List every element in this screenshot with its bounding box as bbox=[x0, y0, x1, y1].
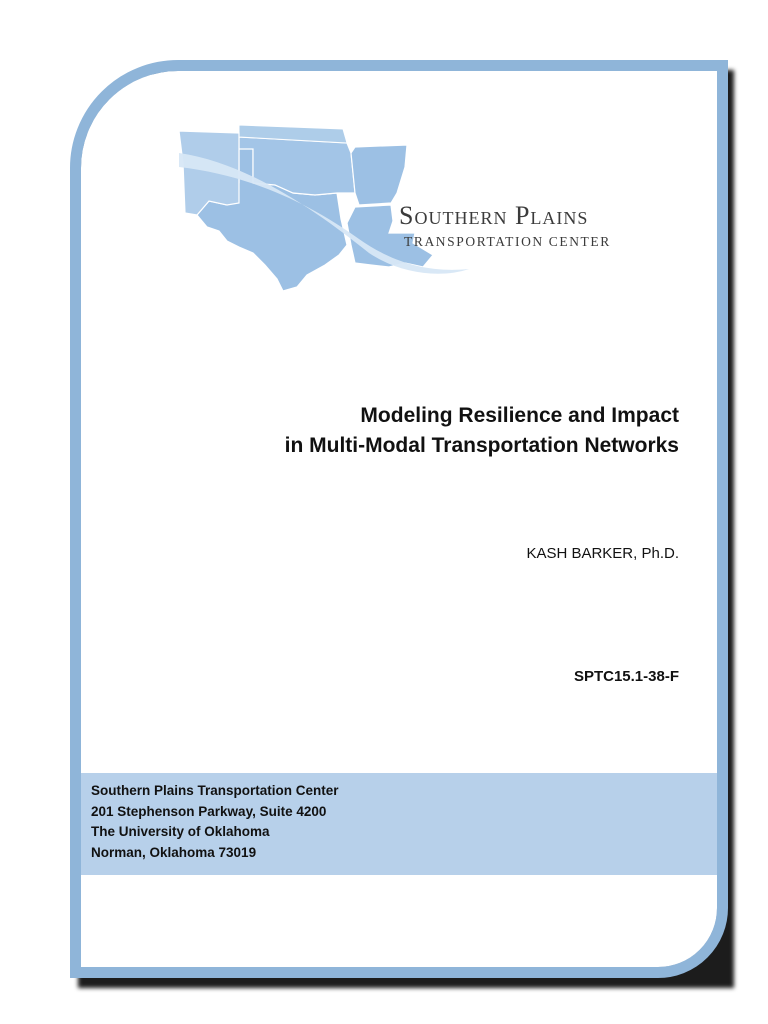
address-line3: The University of Oklahoma bbox=[91, 824, 270, 839]
cover-frame bbox=[70, 60, 728, 978]
report-title bbox=[285, 401, 679, 461]
arkansas-shape bbox=[351, 145, 407, 205]
address-band bbox=[81, 773, 717, 875]
address-line2: 201 Stephenson Parkway, Suite 4200 bbox=[91, 803, 327, 819]
report-title-line1: Modeling Resilience and Impact bbox=[360, 404, 679, 427]
report-number: SPTC15.1-38-F bbox=[573, 668, 679, 685]
logo-name-line2: TRANSPORTATION CENTER bbox=[404, 234, 611, 249]
author-name: KASH BARKER, Ph.D. bbox=[526, 545, 679, 562]
address-block bbox=[91, 781, 339, 863]
address-line4: Norman, Oklahoma 73019 bbox=[91, 844, 257, 860]
address-line1: Southern Plains Transportation Center bbox=[91, 783, 339, 798]
report-title-line2: in Multi-Modal Transportation Networks bbox=[284, 434, 679, 457]
logo-wordmark bbox=[399, 203, 611, 249]
logo-name-line1: Southern Plains bbox=[399, 201, 589, 230]
